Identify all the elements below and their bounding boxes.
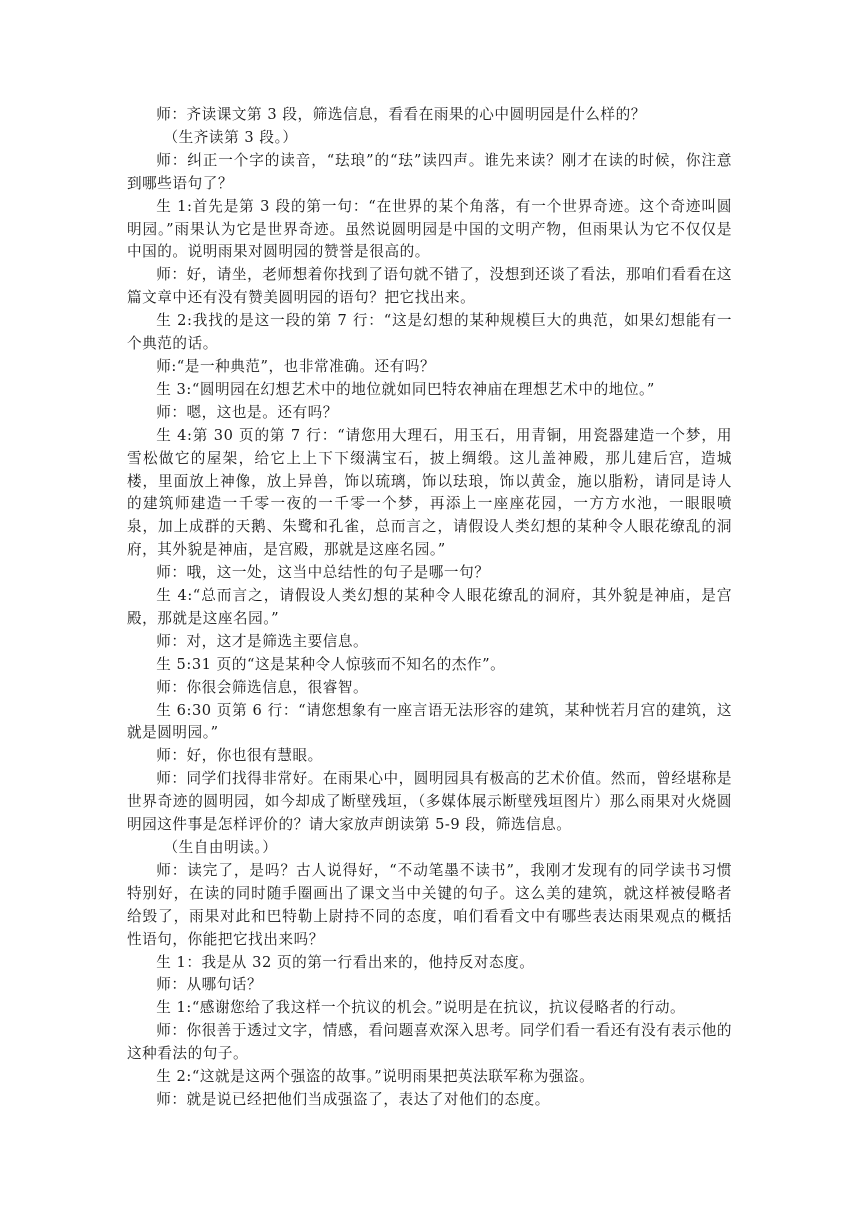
dialogue-paragraph: 师：齐读课文第 3 段，筛选信息，看看在雨果的心中圆明园是什么样的？ (156, 106, 646, 123)
dialogue-paragraph: 师：同学们找得非常好。在雨果心中，圆明园具有极高的艺术价值。然而，曾经堪称是世界奇迹的圆明园，如今却成了断壁残垣，（多媒体展示断壁残垣图片）那么雨果对火烧圆明园这件事是怎样评价的？请大家放声朗读第 5-9 段，筛选信息。 (127, 770, 732, 834)
dialogue-paragraph: 生 3:“圆明园在幻想艺术中的地位就如同巴特农神庙在理想艺术中的地位。” (156, 380, 655, 398)
dialogue-paragraph: 师：你很会筛选信息，很睿智。 (156, 678, 369, 696)
dialogue-paragraph: 生 5:31 页的“这是某种令人惊骇而不知名的杰作”。 (156, 655, 506, 673)
dialogue-paragraph: 师：好，请坐，老师想着你找到了语句就不错了，没想到还谈了看法，那咱们看看在这篇文章中还有没有赞美圆明园的语句？把它找出来。 (127, 266, 732, 307)
dialogue-paragraph: 师：纠正一个字的读音，“珐琅”的“珐”读四声。谁先来读？刚才在读的时候，你注意到哪些语句了？ (127, 151, 732, 192)
dialogue-paragraph: 生 4:“总而言之，请假设人类幻想的某种令人眼花缭乱的洞府，其外貌是神庙，是宫殿，那就是这座名园。” (127, 587, 732, 627)
dialogue-paragraph: 生 4:第 30 页的第 7 行：“请您用大理石，用玉石，用青铜，用瓷器建造一个梦，用雪松做它的屋架，给它上上下下缀满宝石，披上绸缎。这儿盖神殿，那儿建后宫，造城楼，里面放上神像，放上异兽，饰以琉璃，饰以珐琅，饰以黄金，施以脂粉，请同是诗人的建筑师建造一千零一夜的一千零一个梦，再添上一座座花园，一方方水池，一眼眼喷泉，加上成群的天鹅、朱鹭和孔雀，总而言之，请假设人类幻想的某种令人眼花缭乱的洞府，其外貌是神庙，是宫殿，那就是这座名园。” (127, 426, 732, 559)
dialogue-paragraph: 生 1:首先是第 3 段的第一句：“在世界的某个角落，有一个世界奇迹。这个奇迹叫圆明园。”雨果认为它是世界奇迹。虽然说圆明园是中国的文明产物，但雨果认为它不仅仅是中国的。说明雨果对圆明园的赞誉是很高的。 (127, 197, 732, 261)
stage-direction-paragraph: （生齐读第 3 段。） (163, 128, 298, 146)
dialogue-paragraph: 生 1:“感谢您给了我这样一个抗议的机会。”说明是在抗议，抗议侵略者的行动。 (156, 999, 686, 1017)
dialogue-paragraph: 师：嗯，这也是。还有吗？ (156, 403, 338, 421)
dialogue-paragraph: 师：哦，这一处，这当中总结性的句子是哪一句？ (156, 564, 490, 582)
dialogue-paragraph: 生 2:“这就是这两个强盗的故事。”说明雨果把英法联军称为强盗。 (156, 1068, 595, 1086)
dialogue-paragraph: 师：从哪句话？ (156, 976, 263, 994)
dialogue-paragraph: 师：你很善于透过文字，情感，看问题喜欢深入思考。同学们看一看还有没有表示他的这种看法的句子。 (127, 1022, 732, 1063)
document-body (127, 104, 732, 1112)
dialogue-paragraph: 师：对，这才是筛选主要信息。 (156, 632, 369, 650)
dialogue-paragraph: 生 1：我是从 32 页的第一行看出来的，他持反对态度。 (156, 953, 535, 971)
dialogue-paragraph: 师：好，你也很有慧眼。 (156, 747, 323, 765)
dialogue-paragraph: 生 6:30 页第 6 行：“请您想象有一座言语无法形容的建筑，某种恍若月宫的建筑，这就是圆明园。” (127, 701, 732, 742)
dialogue-paragraph: 师：就是说已经把他们当成强盗了，表达了对他们的态度。 (156, 1090, 550, 1108)
dialogue-paragraph: 生 2:我找的是这一段的第 7 行：“这是幻想的某种规模巨大的典范，如果幻想能有一个典范的话。 (127, 312, 732, 353)
dialogue-paragraph: 师:“是一种典范”，也非常准确。还有吗？ (156, 357, 436, 375)
stage-direction-paragraph: （生自由明读。） (163, 839, 278, 856)
dialogue-paragraph: 师：读完了，是吗？古人说得好，“不动笔墨不读书”，我刚才发现有的同学读书习惯特别好，在读的同时随手圈画出了课文当中关键的句子。这么美的建筑，就这样被侵略者给毁了，雨果对此和巴特勒上尉持不同的态度，咱们看看文中有哪些表达雨果观点的概括性语句，你能把它找出来吗？ (127, 861, 732, 948)
